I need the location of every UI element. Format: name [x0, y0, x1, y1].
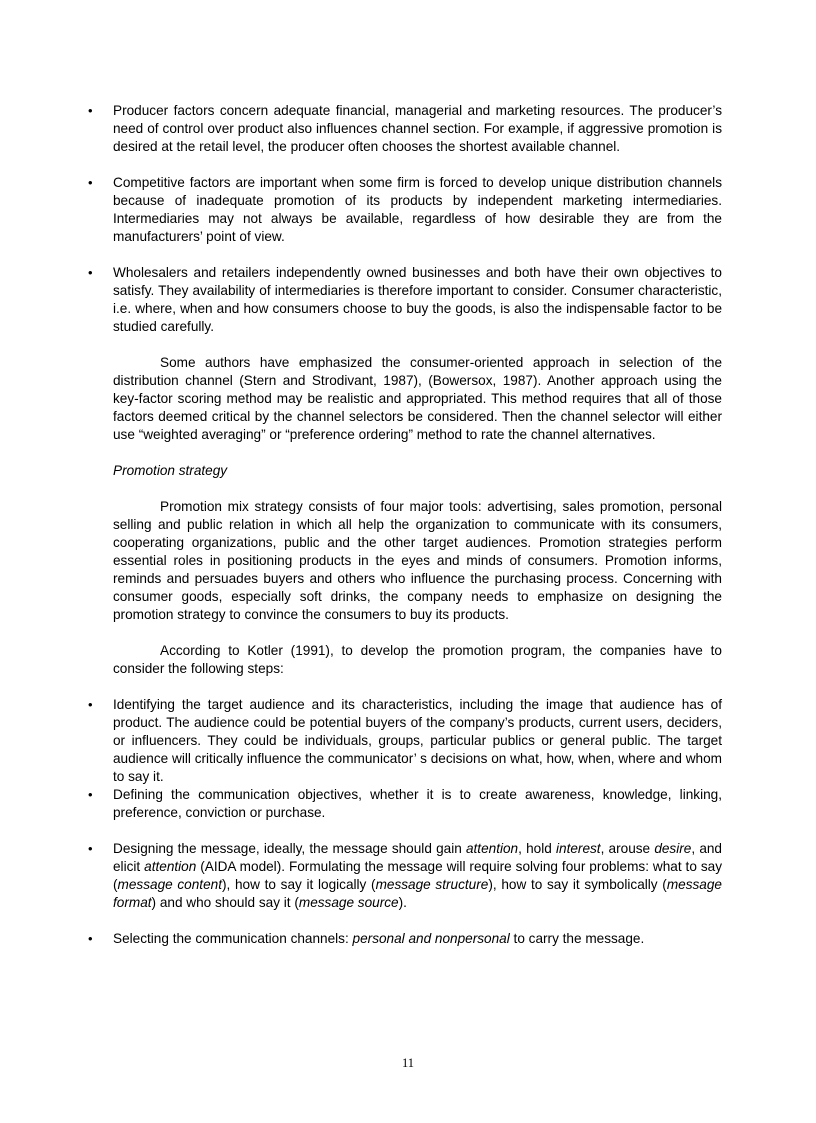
text-run: , arouse — [600, 841, 655, 856]
bullet-text — [113, 841, 722, 910]
bullet-producer-factors — [88, 102, 722, 156]
emphasis-message-structure: message structure — [375, 877, 489, 892]
bullet-icon: • — [88, 265, 93, 280]
text-run: , hold — [518, 841, 556, 856]
page-number: 11 — [401, 1056, 415, 1070]
bullet-text: Competitive factors are important when some firm is forced to develop unique distribution channels because of inadequate promotion of its products by independent marketing intermediaries. Intermediaries may not always be available, regardless of how desirable they are from the manufacturers’ point of view. — [113, 175, 722, 244]
text-run: to carry the message. — [509, 931, 645, 946]
emphasis-message-content: message content — [117, 877, 222, 892]
bullet-icon: • — [88, 175, 93, 190]
text-run: ) and who should say it ( — [151, 895, 299, 910]
bullet-text: Identifying the target audience and its characteristics, including the image that audience has of product. The audience could be potential buyers of the company’s products, current users, deciders, or influencers. They could be individuals, groups, particular publics or general public. The target audience will critically influence the communicator’ s decisions on what, how, when, where and whom to say it. — [113, 697, 722, 784]
bullet-identify-audience — [88, 696, 722, 786]
bullet-icon: • — [88, 697, 93, 712]
bullet-text: Defining the communication objectives, whether it is to create awareness, knowledge, linking, preference, conviction or purchase. — [113, 787, 722, 820]
bullet-design-message — [88, 840, 722, 912]
emphasis-desire: desire — [654, 841, 692, 856]
text-run: Selecting the communication channels: — [113, 931, 353, 946]
text-run: , and elicit — [113, 841, 722, 874]
bullet-icon: • — [88, 931, 93, 946]
bullet-text: Wholesalers and retailers independently owned businesses and both have their own objectives to satisfy. They availability of intermediaries is therefore important to consider. Consumer characteristic, i.e. where, when and how consumers choose to buy the goods, is also the indispensable factor to be studied carefully. — [113, 265, 722, 334]
text-run: ). — [398, 895, 407, 910]
page-body — [88, 102, 722, 948]
emphasis-message-format: message format — [113, 877, 722, 910]
bullet-define-objectives — [88, 786, 722, 822]
paragraph-kotler: According to Kotler (1991), to develop the promotion program, the companies have to consider the following steps: — [113, 643, 722, 676]
bullet-text — [113, 931, 644, 946]
text-run: Designing the message, ideally, the message should gain — [113, 841, 466, 856]
emphasis-interest: interest — [556, 841, 601, 856]
emphasis-attention-2: attention — [144, 859, 197, 874]
paragraph-authors: Some authors have emphasized the consumer-oriented approach in selection of the distribution channel (Stern and Strodivant, 1987), (Bowersox, 1987). Another approach using the key-factor scoring method may be realistic and appropriated. This method requires that all of those factors deemed critical by the channel selectors be considered. Then the channel selector will either use “weighted averaging” or “preference ordering” method to rate the channel alternatives. — [113, 355, 722, 442]
paragraph-promotion-mix: Promotion mix strategy consists of four major tools: advertising, sales promotion, personal selling and public relation in which all help the organization to communicate with its consumers, cooperating organizations, public and the other target audiences. Promotion strategies perform essential roles in positioning products in the eyes and minds of consumers. Promotion informs, reminds and persuades buyers and others who influence the purchasing process. Concerning with consumer goods, especially soft drinks, the company needs to emphasize on designing the promotion strategy to convince the consumers to buy its products. — [113, 499, 722, 622]
section-heading-promotion-strategy: Promotion strategy — [113, 463, 228, 478]
bullet-text: Producer factors concern adequate financial, managerial and marketing resources. The producer’s need of control over product also influences channel section. For example, if aggressive promotion is desired at the retail level, the producer often chooses the shortest available channel. — [113, 103, 722, 154]
text-run: ), how to say it symbolically ( — [488, 877, 667, 892]
bullet-competitive-factors — [88, 174, 722, 246]
bullet-wholesalers-retailers — [88, 264, 722, 336]
bullet-select-channels — [88, 930, 722, 948]
emphasis-personal-nonpersonal: personal and nonpersonal — [352, 931, 510, 946]
bullet-icon: • — [88, 103, 93, 118]
bullet-icon: • — [88, 841, 93, 856]
text-run: ), how to say it logically ( — [221, 877, 376, 892]
emphasis-message-source: message source — [298, 895, 399, 910]
bullet-icon: • — [88, 787, 93, 802]
emphasis-attention: attention — [465, 841, 519, 856]
text-run: (AIDA model). Formulating the message will require solving four problems: what to say ( — [113, 859, 722, 892]
